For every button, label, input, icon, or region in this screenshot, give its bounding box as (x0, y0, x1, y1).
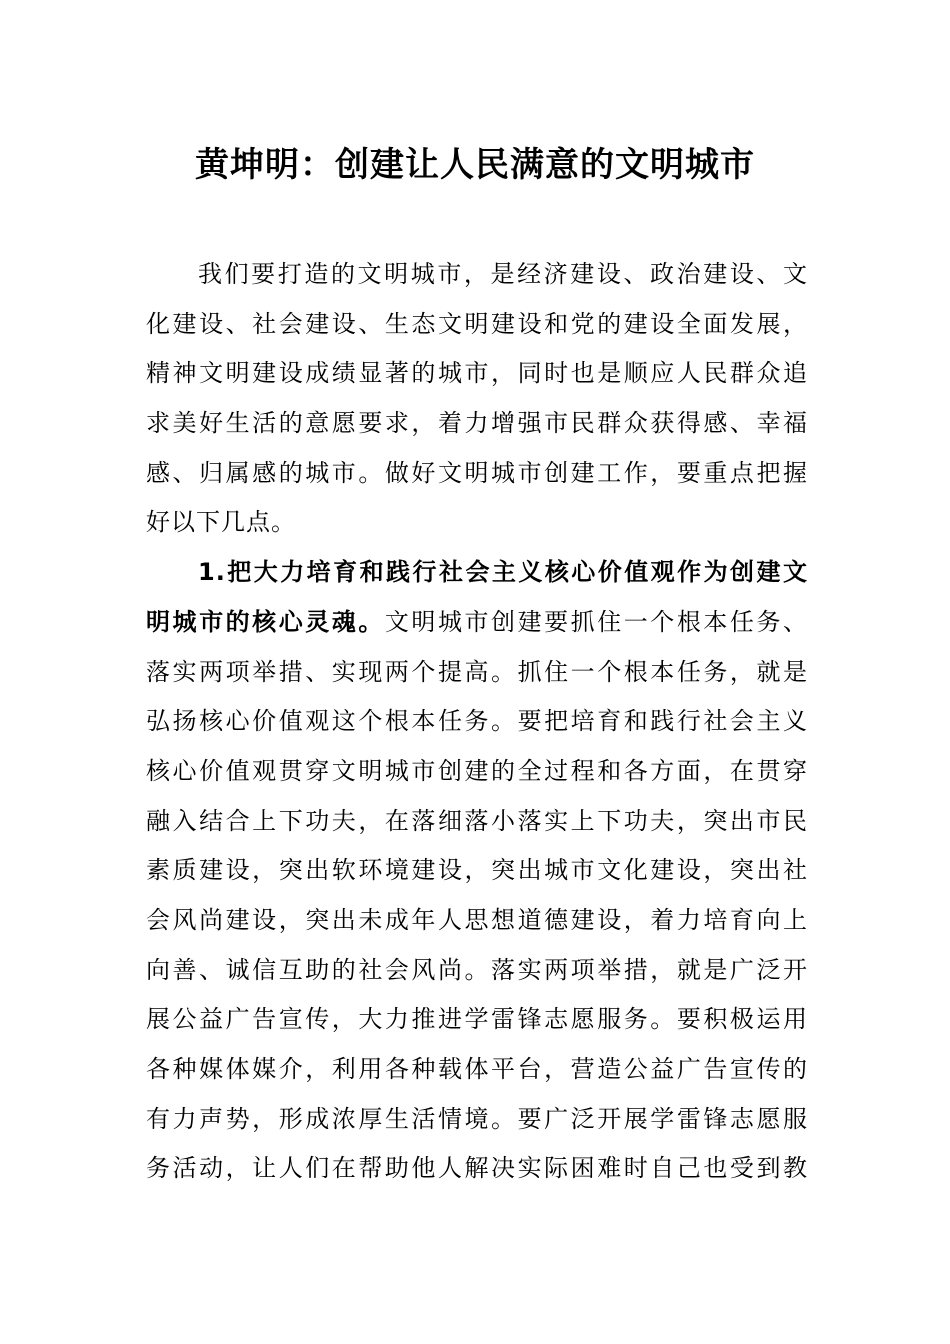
paragraph-line-text: 文明城市创建要抓住一个根本任务、 (384, 607, 808, 636)
paragraph-line: 有力声势，形成浓厚生活情境。要广泛开展学雷锋志愿服 (146, 1104, 808, 1133)
paragraph-line: 各种媒体媒介，利用各种载体平台，营造公益广告宣传的 (146, 1055, 808, 1083)
paragraph-line: 落实两项举措、实现两个提高。抓住一个根本任务，就是 (146, 657, 808, 686)
section-heading: 1.把大力培育和践行社会主义核心价值观作为创建文 (198, 558, 808, 587)
paragraph-line: 感、归属感的城市。做好文明城市创建工作，要重点把握 (146, 458, 808, 487)
paragraph-intro (146, 250, 808, 548)
paragraph-line: 弘扬核心价值观这个根本任务。要把培育和践行社会主义 (146, 707, 808, 736)
paragraph-line (146, 598, 808, 648)
paragraph-line: 会风尚建设，突出未成年人思想道德建设，着力培育向上 (146, 905, 808, 934)
paragraph-line: 求美好生活的意愿要求，着力增强市民群众获得感、幸福 (146, 409, 808, 438)
document-title: 黄坤明：创建让人民满意的文明城市 (195, 145, 755, 185)
paragraph-line: 务活动，让人们在帮助他人解决实际困难时自己也受到教 (146, 1154, 808, 1183)
paragraph-line: 融入结合上下功夫，在落细落小落实上下功夫，突出市民 (146, 806, 808, 835)
paragraph-line: 精神文明建设成绩显著的城市，同时也是顺应人民群众追 (146, 359, 808, 388)
paragraph-line: 化建设、社会建设、生态文明建设和党的建设全面发展， (146, 309, 808, 338)
paragraph-line: 我们要打造的文明城市，是经济建设、政治建设、文 (198, 260, 808, 288)
section-heading-continued: 明城市的核心灵魂。 (146, 607, 385, 636)
paragraph-line: 核心价值观贯穿文明城市创建的全过程和各方面，在贯穿 (146, 756, 808, 785)
paragraph-line: 向善、诚信互助的社会风尚。落实两项举措，就是广泛开 (146, 955, 808, 984)
paragraph-point-1 (146, 548, 808, 1194)
document-body (146, 250, 808, 1194)
paragraph-line: 展公益广告宣传，大力推进学雷锋志愿服务。要积极运用 (146, 1005, 808, 1034)
paragraph-line: 素质建设，突出软环境建设，突出城市文化建设，突出社 (146, 856, 808, 885)
paragraph-line: 好以下几点。 (146, 508, 296, 537)
